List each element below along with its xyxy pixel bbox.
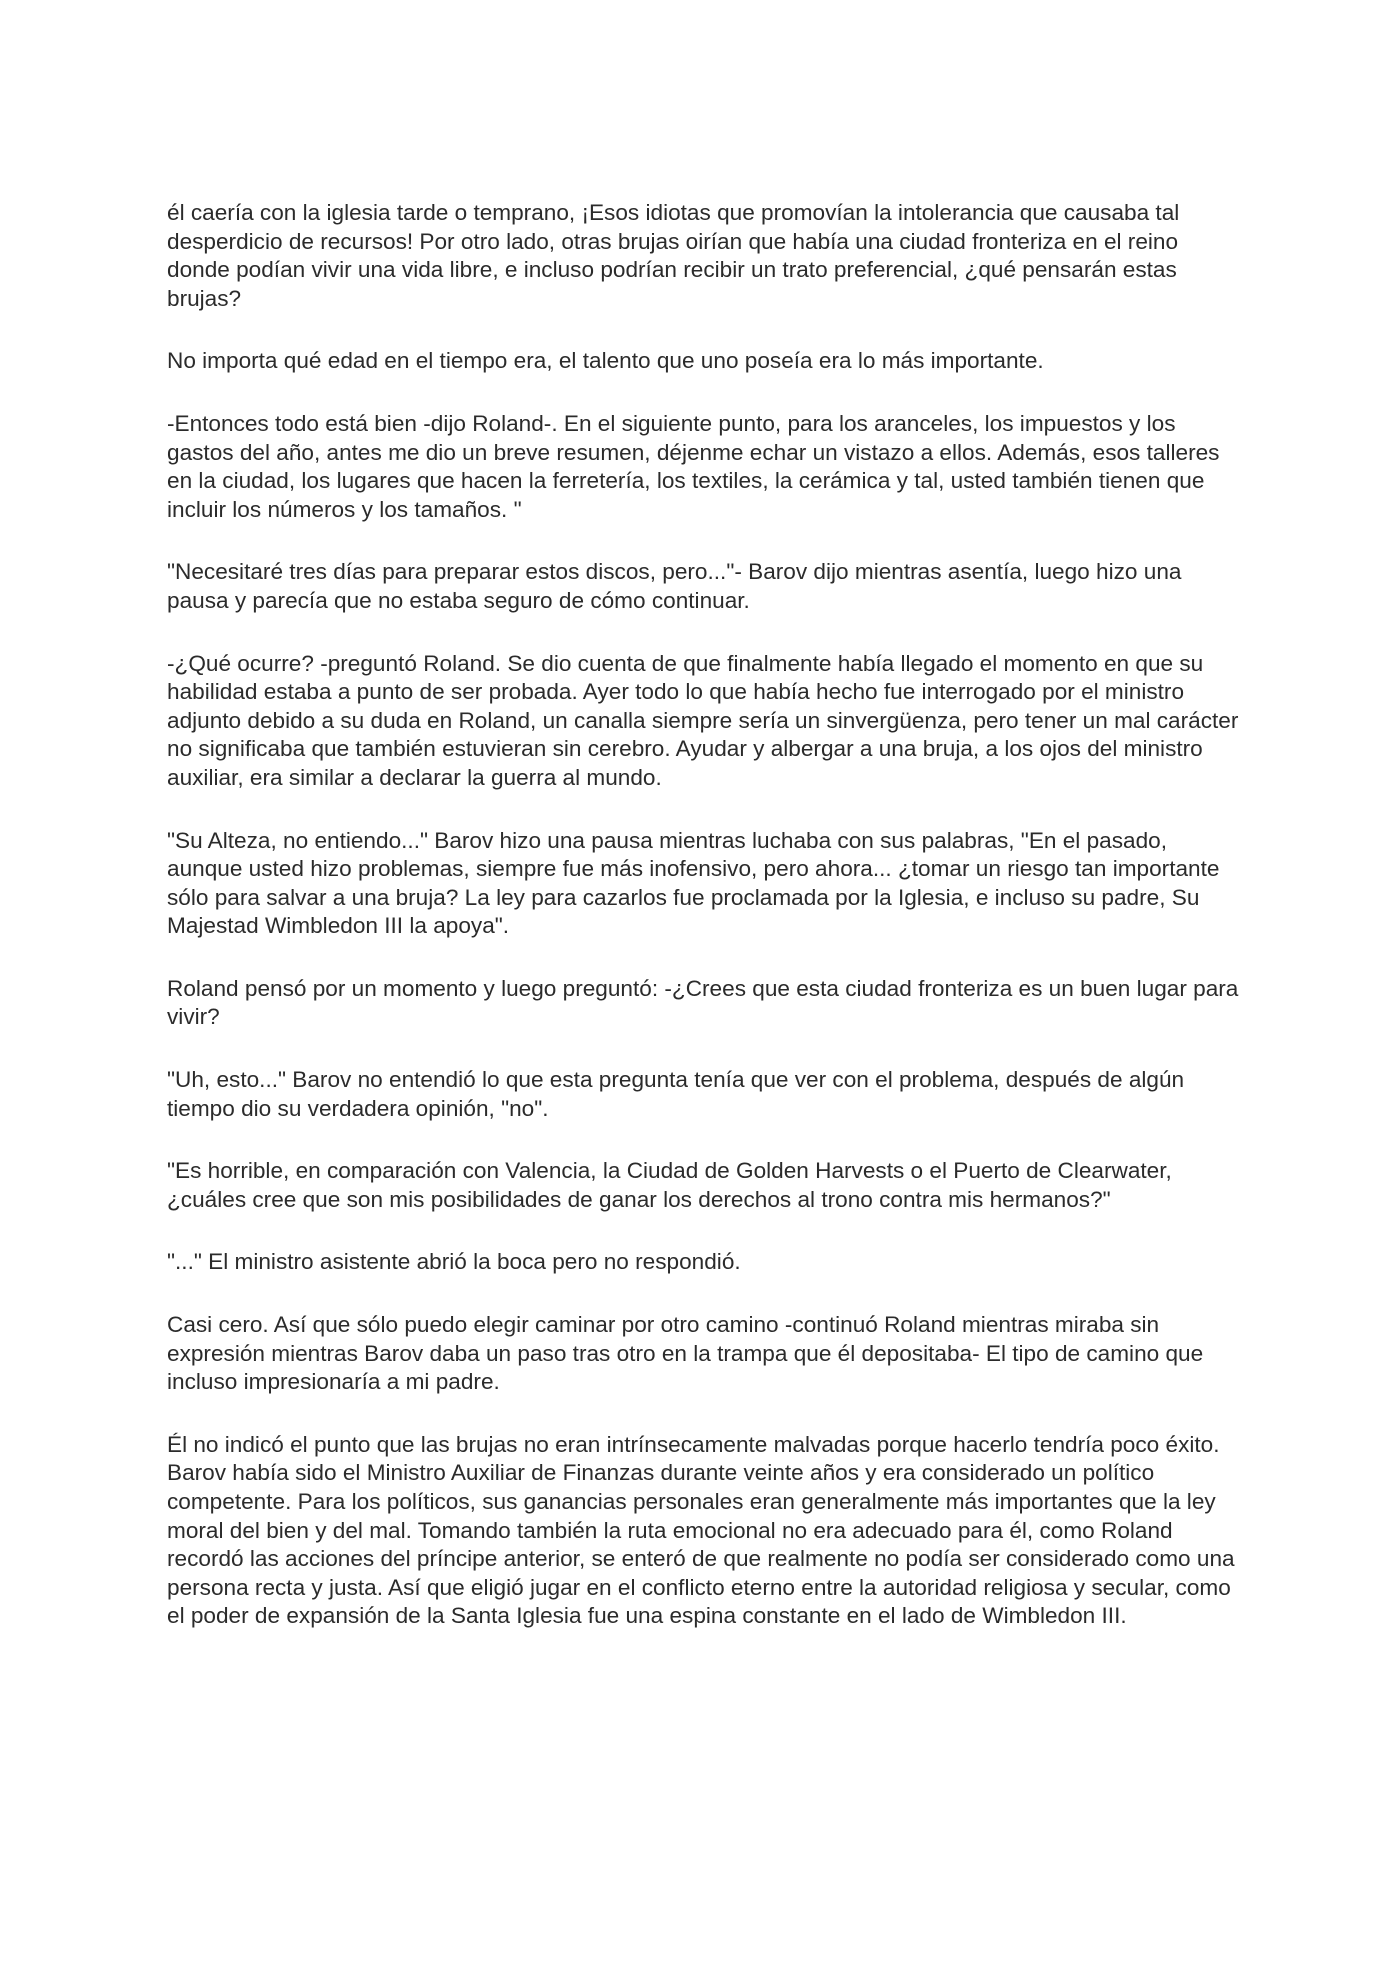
paragraph-8: "Uh, esto..." Barov no entendió lo que esta pregunta tenía que ver con el problema, después de algún tiempo dio su verdadera opinión, "no". bbox=[167, 1067, 1185, 1121]
paragraph-4: "Necesitaré tres días para preparar estos discos, pero..."- Barov dijo mientras asentía, luego hizo una pausa y parecía que no estaba seguro de cómo continuar. bbox=[167, 559, 1182, 613]
paragraph-9: "Es horrible, en comparación con Valencia, la Ciudad de Golden Harvests o el Puerto de Clearwater, ¿cuáles cree que son mis posibilidades de ganar los derechos al trono contra mis hermanos?" bbox=[167, 1158, 1172, 1212]
paragraph-1: él caería con la iglesia tarde o temprano, ¡Esos idiotas que promovían la intolerancia que causaba tal desperdicio de recursos! Por otro lado, otras brujas oirían que había una ciudad fronteriza en el reino donde podían vivir una vida libre, e incluso podrían recibir un trato preferencial, ¿qué pensarán estas brujas? bbox=[167, 200, 1180, 311]
paragraph-3: -Entonces todo está bien -dijo Roland-. En el siguiente punto, para los aranceles, los impuestos y los gastos del año, antes me dio un breve resumen, déjenme echar un vistazo a ellos. Además, esos talleres en la ciudad, los lugares que hacen la ferretería, los textiles, la cerámica y tal, usted también tienen que incluir los números y los tamaños. " bbox=[167, 410, 1220, 522]
paragraph-5: -¿Qué ocurre? -preguntó Roland. Se dio cuenta de que finalmente había llegado el momento en que su habilidad estaba a punto de ser probada. Ayer todo lo que había hecho fue interrogado por el ministro adjunto debido a su duda en Roland, un canalla siempre sería un sinvergüenza, pero tener un mal carácter no significaba que también estuvieran sin cerebro. Ayudar y albergar a una bruja, a los ojos del ministro auxiliar, era similar a declarar la guerra al mundo. bbox=[167, 650, 1239, 790]
paragraph-7: Roland pensó por un momento y luego preguntó: -¿Crees que esta ciudad fronteriza es un buen lugar para vivir? bbox=[167, 975, 1239, 1030]
body-text bbox=[167, 199, 1242, 1665]
paragraph-2: No importa qué edad en el tiempo era, el talento que uno poseía era lo más importante. bbox=[167, 348, 1044, 374]
paragraph-6: "Su Alteza, no entiendo..." Barov hizo una pausa mientras luchaba con sus palabras, "En el pasado, aunque usted hizo problemas, siempre fue más inofensivo, pero ahora... ¿tomar un riesgo tan importante sólo para salvar a una bruja? La ley para cazarlos fue proclamada por la Iglesia, e incluso su padre, Su Majestad Wimbledon III la apoya". bbox=[167, 827, 1220, 939]
paragraph-10: "..." El ministro asistente abrió la boca pero no respondió. bbox=[167, 1249, 741, 1275]
paragraph-12: Él no indicó el punto que las brujas no eran intrínsecamente malvadas porque hacerlo tendría poco éxito. Barov había sido el Ministro Auxiliar de Finanzas durante veinte años y era considerado un político competente. Para los políticos, sus ganancias personales eran generalmente más importantes que la ley moral del bien y del mal. Tomando también la ruta emocional no era adecuado para él, como Roland recordó las acciones del príncipe anterior, se enteró de que realmente no podía ser considerado como una persona recta y justa. Así que eligió jugar en el conflicto eterno entre la autoridad religiosa y secular, como el poder de expansión de la Santa Iglesia fue una espina constante en el lado de Wimbledon III. bbox=[167, 1431, 1235, 1629]
paragraph-11: Casi cero. Así que sólo puedo elegir caminar por otro camino -continuó Roland mientras miraba sin expresión mientras Barov daba un paso tras otro en la trampa que él depositaba- El tipo de camino que incluso impresionaría a mi padre. bbox=[167, 1312, 1204, 1395]
